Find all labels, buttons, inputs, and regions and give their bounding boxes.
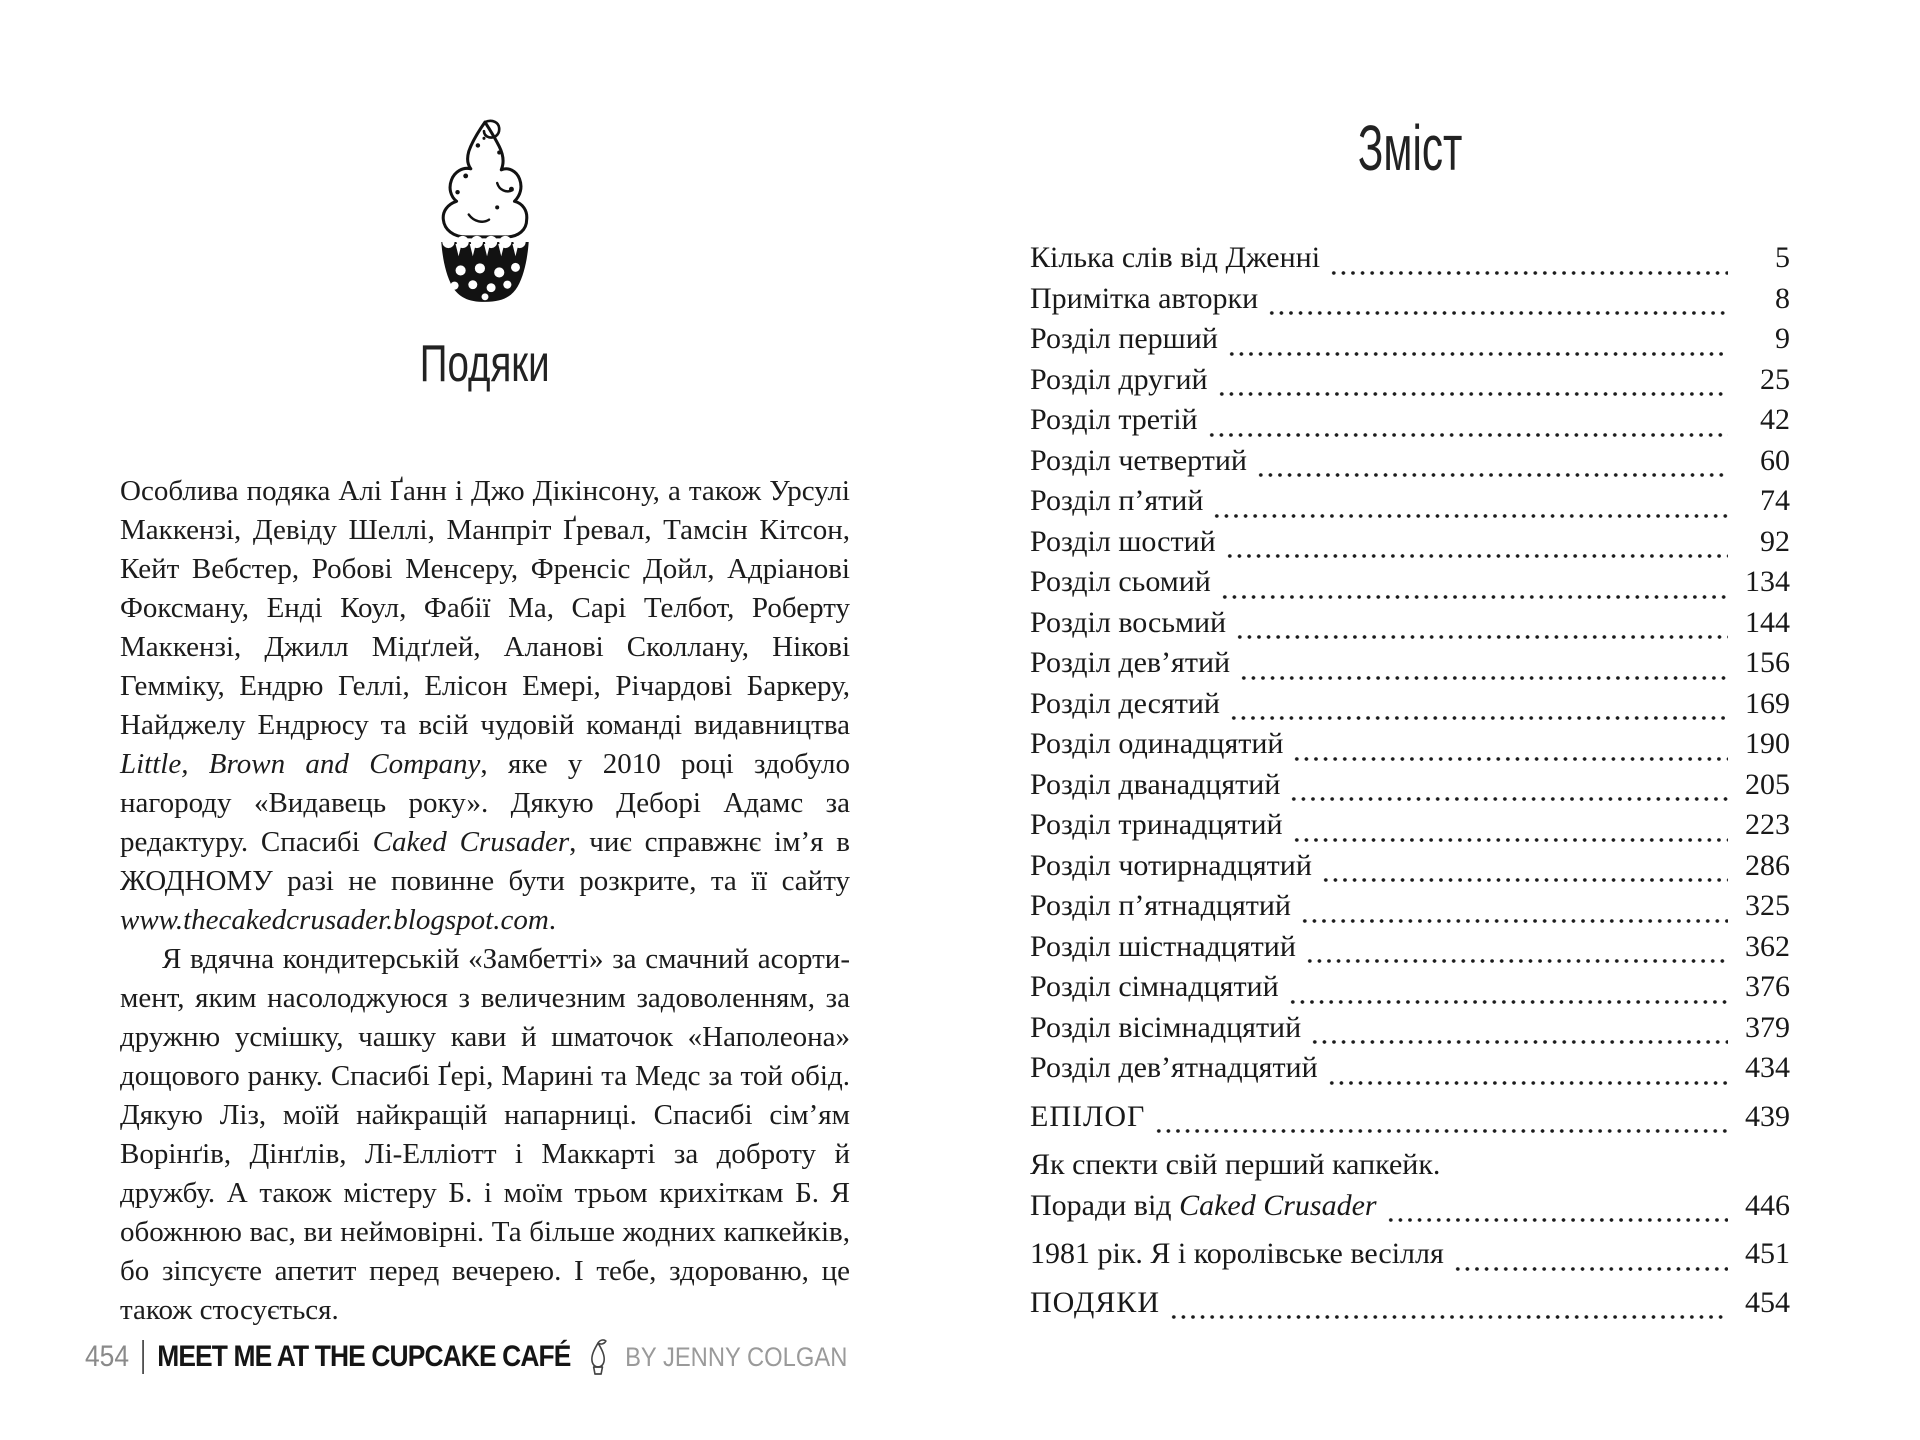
toc-entry-page-number: 454 <box>1745 1285 1790 1319</box>
toc-entry <box>1030 643 1790 684</box>
dot-leader <box>1300 914 1728 927</box>
italic-text-run: Little, Brown and Company <box>120 748 481 780</box>
text-run: ПОДЯКИ <box>1030 1285 1160 1319</box>
toc-entry-page-number: 92 <box>1760 524 1790 558</box>
toc-entry-page-number: 156 <box>1745 646 1790 679</box>
toc-entry-label <box>1030 319 1218 360</box>
toc-entry <box>1030 1186 1790 1227</box>
dot-leader <box>1212 509 1728 522</box>
toc-entry-label <box>1030 886 1291 927</box>
dot-leader <box>1386 1213 1728 1226</box>
page-left-title-text: Подяки <box>420 335 550 393</box>
toc-entry <box>1030 1145 1790 1186</box>
dot-leader <box>1239 671 1728 684</box>
toc-entry <box>1030 400 1790 441</box>
toc-entry-page-number: 8 <box>1775 281 1790 315</box>
toc-entry-label <box>1030 400 1198 441</box>
text-run: Розділ одинадцятий <box>1030 727 1284 760</box>
toc-entry <box>1030 360 1790 401</box>
toc-entry-label <box>1030 724 1283 765</box>
cupcake-illustration <box>431 118 539 306</box>
toc-entry <box>1030 1097 1790 1138</box>
text-run: Кілька слів від Дженні <box>1030 241 1321 274</box>
toc-entry-label <box>1030 765 1280 806</box>
toc-entry <box>1030 1048 1790 1089</box>
dot-leader <box>1305 954 1728 967</box>
italic-text-run: www.thecakedcrusader.blogspot.com <box>120 904 549 936</box>
footer-page-number: 454 <box>85 1340 130 1373</box>
toc-entry-page-number: 325 <box>1745 889 1790 922</box>
toc-entry-page-number: 60 <box>1760 443 1790 477</box>
toc-entry-page-number: 434 <box>1745 1051 1790 1084</box>
toc-entry-label <box>1030 603 1226 644</box>
toc-entry-label <box>1030 1048 1318 1089</box>
footer-divider <box>142 1340 144 1374</box>
toc-entry-page-number: 379 <box>1745 1010 1790 1044</box>
toc-entry-label <box>1030 238 1320 279</box>
toc-entry-label <box>1030 279 1258 320</box>
toc-entry-page-number: 446 <box>1745 1188 1790 1222</box>
toc-entry-label <box>1030 805 1283 846</box>
toc-entry <box>1030 238 1790 279</box>
dot-leader <box>1310 1035 1728 1048</box>
dot-leader <box>1292 752 1728 765</box>
toc-entry-label <box>1030 927 1296 968</box>
toc-entry-label <box>1030 1186 1377 1227</box>
dot-leader <box>1154 1124 1728 1137</box>
toc-entry-label <box>1030 481 1203 522</box>
toc-entry-label <box>1030 643 1230 684</box>
text-run: Примітка авторки <box>1030 281 1259 315</box>
text-run: Розділ чотирнадцятий <box>1030 848 1312 882</box>
toc-entry <box>1030 765 1790 806</box>
toc-entry-page-number: 5 <box>1775 241 1790 274</box>
dot-leader <box>1288 995 1728 1008</box>
toc-entry-page-number: 25 <box>1760 362 1790 396</box>
text-run: Розділ другий <box>1030 362 1208 396</box>
text-run: , чиє справжнє ім’я в ЖОДНОМУ разі не повинне бути розкрите, та її сайту <box>120 826 850 897</box>
toc-entry-label <box>1030 441 1247 482</box>
dot-leader <box>1225 549 1728 562</box>
toc-entry-page-number: 286 <box>1745 848 1790 882</box>
text-run: Розділ десятий <box>1030 686 1220 720</box>
text-run: Розділ дев’ятий <box>1030 646 1231 679</box>
text-run: Розділ четвертий <box>1030 443 1247 477</box>
toc-entry <box>1030 562 1790 603</box>
toc-entry-label <box>1030 522 1216 563</box>
toc-entry-page-number: 74 <box>1760 484 1790 517</box>
toc-entry <box>1030 886 1790 927</box>
text-run: , яке у 2010 році здобуло нагороду «Видавець року». Дякую Деборі Адамс за редактуру. Спасибі <box>120 748 850 858</box>
toc-entry-page-number: 223 <box>1745 808 1790 841</box>
toc-entry-label <box>1030 1145 1440 1186</box>
italic-text-run: Caked Crusader <box>372 826 570 858</box>
text-run: Розділ дев’ятнадцятий <box>1030 1051 1318 1084</box>
toc-entry <box>1030 1008 1790 1049</box>
dot-leader <box>1207 428 1728 441</box>
page-left-title <box>120 335 850 393</box>
toc-entry-label <box>1030 1097 1145 1138</box>
text-run: Я вдячна кондитерській «Замбетті» за смачний асортимент, яким насолоджуюся з величезним задоволенням, за дружню усмішку, чашку кави й шматочок «Наполеона» дощового ранку. Спасибі Ґері, Марині та Медс за той обід. Дякую Ліз, моїй найкращій напарниці. Спасибі сім’ям Ворінґів, Дінґлів, Лі-Елліотт і Маккарті за доброту й дружбу. А також містеру Б. і моїм трьом крихіткам Б. Я обожнюю вас, ви неймовірні. Та більше жодних капкейків, бо зіпсуєте апетит перед вечерею. І тебе, здорованю, це також стосується. <box>120 943 850 1326</box>
cupcake-icon <box>431 118 539 306</box>
toc-entry-label <box>1030 1283 1160 1324</box>
toc-entry <box>1030 846 1790 887</box>
toc-title <box>1030 112 1790 184</box>
footer-author: BY JENNY COLGAN <box>625 1341 848 1372</box>
dot-leader <box>1256 468 1728 481</box>
dot-leader <box>1327 1076 1728 1089</box>
toc-entry-page-number: 9 <box>1775 322 1790 355</box>
dot-leader <box>1235 630 1728 643</box>
page-footer <box>85 1338 847 1376</box>
text-run: Як спекти свій перший капкейк. <box>1030 1148 1441 1181</box>
text-run: Розділ шостий <box>1030 524 1216 558</box>
toc-entry-label <box>1030 967 1279 1008</box>
text-run: Розділ шістнадцятий <box>1030 929 1296 963</box>
toc-entry <box>1030 441 1790 482</box>
toc-entry <box>1030 319 1790 360</box>
toc-entry-page-number: 205 <box>1745 767 1790 801</box>
dot-leader <box>1329 266 1728 279</box>
toc-entry <box>1030 1283 1790 1324</box>
italic-text-run: Caked Crusader <box>1179 1188 1377 1222</box>
toc-entry <box>1030 684 1790 725</box>
toc-entry-label <box>1030 360 1208 401</box>
toc-entry-page-number: 451 <box>1745 1237 1790 1270</box>
toc-entry-label <box>1030 1008 1301 1049</box>
toc-entry-page-number: 144 <box>1745 605 1790 639</box>
footer-book-title: MEET ME AT THE CUPCAKE CAFÉ <box>157 1340 571 1373</box>
text-run: Розділ третій <box>1030 403 1198 436</box>
toc-entry <box>1030 522 1790 563</box>
dot-leader <box>1289 792 1728 805</box>
text-run: Розділ п’ятнадцятий <box>1030 889 1291 922</box>
toc-entry-page-number: 169 <box>1745 686 1790 720</box>
toc-entry-label <box>1030 562 1211 603</box>
text-run: Поради від <box>1030 1188 1180 1222</box>
toc-entry-label <box>1030 846 1312 887</box>
toc-entry-label <box>1030 684 1220 725</box>
toc-entry-page-number: 439 <box>1745 1099 1790 1133</box>
acknowledgments-paragraph <box>120 940 850 1330</box>
text-run: 1981 рік. Я і королівське весілля <box>1030 1237 1444 1270</box>
text-run: Розділ сімнадцятий <box>1030 970 1279 1003</box>
toc-entry-page-number: 376 <box>1745 970 1790 1003</box>
toc-title-text: Зміст <box>1357 112 1463 184</box>
text-run: Розділ тринадцятий <box>1030 808 1283 841</box>
text-run: Розділ перший <box>1030 322 1218 355</box>
dot-leader <box>1229 711 1728 724</box>
toc-entry <box>1030 724 1790 765</box>
text-run: . <box>548 904 557 936</box>
text-run: Розділ восьмий <box>1030 605 1227 639</box>
toc-list <box>1030 238 1790 1323</box>
dot-leader <box>1220 590 1728 603</box>
text-run: Розділ вісімнадцятий <box>1030 1010 1302 1044</box>
dot-leader <box>1267 306 1728 319</box>
text-run: ЕПІЛОГ <box>1030 1099 1146 1133</box>
toc-entry <box>1030 927 1790 968</box>
toc-entry <box>1030 1234 1790 1275</box>
dot-leader <box>1227 347 1728 360</box>
toc-entry <box>1030 279 1790 320</box>
toc-entry <box>1030 603 1790 644</box>
dot-leader <box>1453 1262 1728 1275</box>
acknowledgments-paragraph <box>120 472 850 940</box>
text-run: Розділ п’ятий <box>1030 484 1204 517</box>
toc-entry-page-number: 134 <box>1745 565 1790 598</box>
toc-entry-label <box>1030 1234 1444 1275</box>
toc-entry-page-number: 190 <box>1745 727 1790 760</box>
dot-leader <box>1217 387 1728 400</box>
dot-leader <box>1321 873 1728 886</box>
toc-entry <box>1030 481 1790 522</box>
footer-cupcake-icon <box>585 1338 610 1376</box>
dot-leader <box>1169 1310 1728 1323</box>
toc-entry <box>1030 967 1790 1008</box>
text-run: Розділ дванадцятий <box>1030 767 1281 801</box>
acknowledgments-text <box>120 472 850 1330</box>
toc-entry <box>1030 805 1790 846</box>
dot-leader <box>1292 833 1728 846</box>
text-run: Особлива подяка Алі Ґанн і Джо Дікінсону, а також Урсулі Маккензі, Девіду Шеллі, Манпріт Ґревал, Тамсін Кітсон, Кейт Вебстер, Робові Менсеру, Френсіс Дойл, Адріанові Фоксману, Енді Коул, Фабії Ма, Сарі Телбот, Роберту Маккензі, Джилл Мідґлей, Аланові Сколлану, Нікові Гемміку, Ендрю Геллі, Елісон Емері, Річардові Баркеру, Найджелу Ендрюсу та всій чудовій команді видавництва <box>120 475 850 741</box>
toc-entry-page-number: 42 <box>1760 403 1790 436</box>
toc-entry-page-number: 362 <box>1745 929 1790 963</box>
text-run: Розділ сьомий <box>1030 565 1211 598</box>
